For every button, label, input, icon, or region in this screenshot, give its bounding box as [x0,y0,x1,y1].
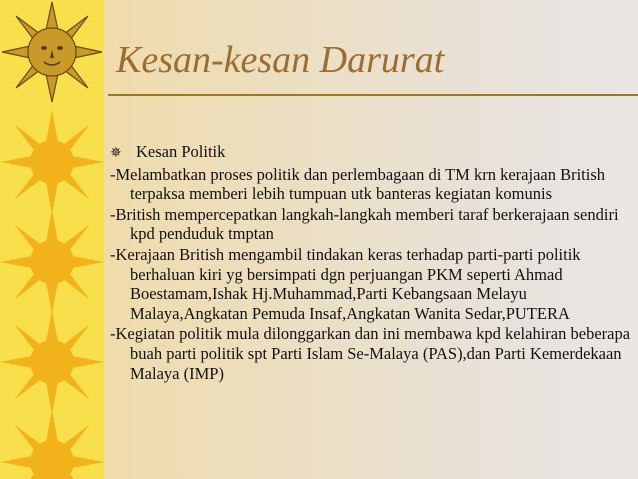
sun-icon [0,110,104,214]
bullet-label: Kesan Politik [136,142,226,161]
sun-icon [0,310,104,414]
title-divider [108,94,638,96]
slide-title: Kesan-kesan Darurat [116,39,445,81]
paragraph: -Kerajaan British mengambil tindakan keras terhadap parti-parti politik berhaluan kiri yg bersimpati dgn perjuangan PKM seperti Ahmad Boestamam,Ishak Hj.Muhammad,Parti Kebangsaan Melayu Malaya,Angkatan Pemuda Insaf,Angkatan Wanita Sedar,PUTERA [110,244,581,323]
paragraph: -Kegiatan politik mula dilonggarkan dan ini membawa kpd kelahiran beberapa buah parti politik spt Parti Islam Se-Malaya (PAS),dan Parti Kemerdekaan Malaya (IMP) [110,324,631,383]
paragraph: -British mempercepatkan langkah-langkah memberi taraf berkerajaan sendiri kpd penduduk tmptan [110,204,619,244]
slide-content [110,142,636,384]
face-sun-icon [0,0,104,104]
sun-icon [0,210,104,314]
paragraph: -Melambatkan proses politik dan perlembagaan di TM krn kerajaan British terpaksa memberi lebih tumpuan utk banteras kegiatan komunis [110,164,606,204]
bullet-item [110,142,636,164]
sun-icon [0,410,104,479]
star-bullet-icon: ✵ [110,146,122,161]
